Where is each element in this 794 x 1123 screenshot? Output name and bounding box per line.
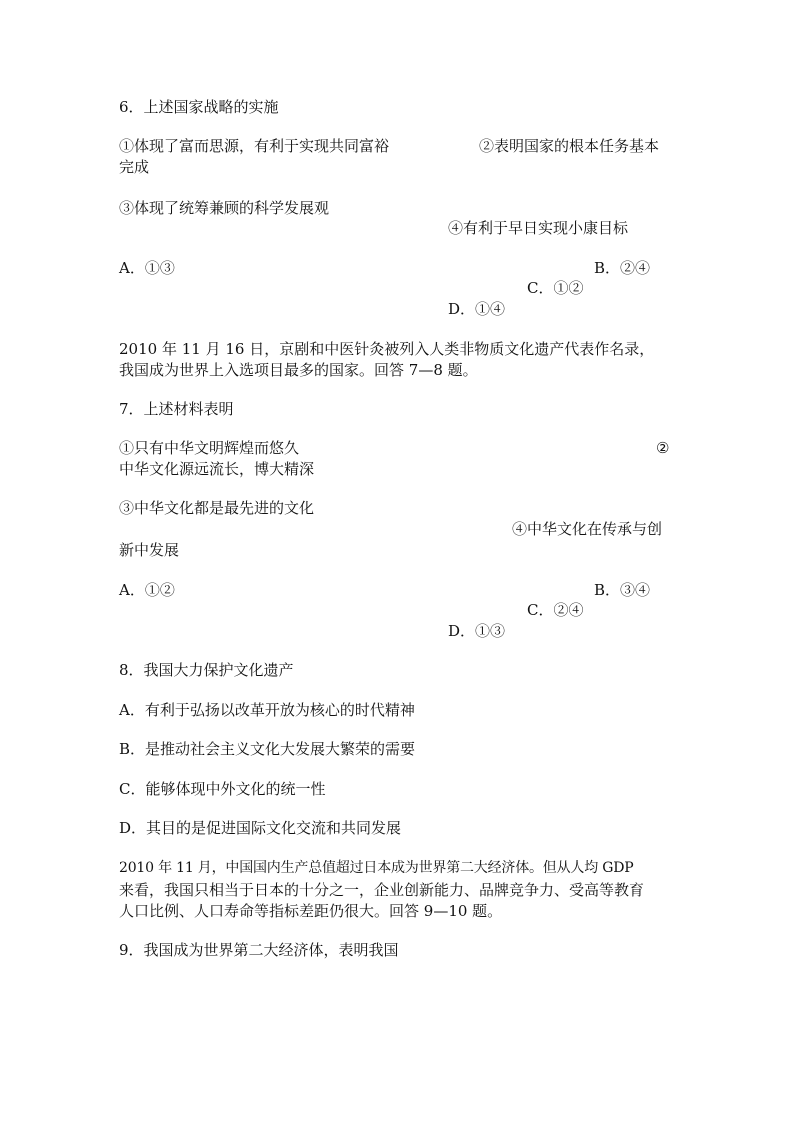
q8-option-d: D．其目的是促进国际文化交流和共同发展: [119, 819, 402, 837]
q6-option-3: ③体现了统筹兼顾的科学发展观: [119, 199, 330, 217]
q7-answer-b: B．③④: [594, 581, 651, 599]
passage-2-line-2: 来看，我国只相当于日本的十分之一，企业创新能力、品牌竞争力、受高等教育: [119, 881, 645, 899]
q7-stem: 7．上述材料表明: [119, 400, 234, 418]
q6-answer-a: A．①③: [119, 259, 175, 277]
q9-stem: 9．我国成为世界第二大经济体，表明我国: [119, 941, 399, 959]
q6-option-2-line2: 完成: [119, 158, 150, 176]
q6-option-4: ④有利于早日实现小康目标: [448, 219, 629, 237]
q6-option-1: ①体现了富而思源，有利于实现共同富裕: [119, 137, 390, 155]
q7-answer-c: C．②④: [527, 601, 584, 619]
q7-option-2-text: 中华文化源远流长，博大精深: [119, 460, 315, 478]
q7-answer-a: A．①②: [119, 581, 175, 599]
q6-answer-b: B．②④: [594, 259, 651, 277]
q8-option-a: A．有利于弘扬以改革开放为核心的时代精神: [119, 701, 415, 719]
passage-1-line-2: 我国成为世界上入选项目最多的国家。回答 7—8 题。: [119, 361, 478, 379]
q7-option-3: ③中华文化都是最先进的文化: [119, 499, 315, 517]
q7-option-1: ①只有中华文明辉煌而悠久: [119, 439, 300, 457]
q6-stem: 6．上述国家战略的实施: [119, 98, 279, 116]
q8-stem: 8．我国大力保护文化遗产: [119, 661, 294, 679]
q7-option-4-line2: 新中发展: [119, 541, 180, 559]
passage-2-line-1: 2010 年 11 月，中国国内生产总值超过日本成为世界第二大经济体。但从人均 GDP: [119, 860, 634, 876]
q6-answer-c: C．①②: [527, 279, 584, 297]
q6-option-2-line1: ②表明国家的根本任务基本: [479, 137, 660, 155]
q8-option-b: B．是推动社会主义文化大发展大繁荣的需要: [119, 740, 416, 758]
passage-1-line-1: 2010 年 11 月 16 日，京剧和中医针灸被列入人类非物质文化遗产代表作名录，: [119, 340, 655, 358]
q7-option-2-marker: ②: [656, 439, 670, 457]
q8-option-c: C．能够体现中外文化的统一性: [119, 780, 326, 798]
q6-answer-d: D．①④: [448, 300, 506, 318]
q7-answer-d: D．①③: [448, 622, 506, 640]
q7-option-4-line1: ④中华文化在传承与创: [512, 520, 663, 538]
passage-2-line-3: 人口比例、人口寿命等指标差距仍很大。回答 9—10 题。: [119, 902, 503, 920]
